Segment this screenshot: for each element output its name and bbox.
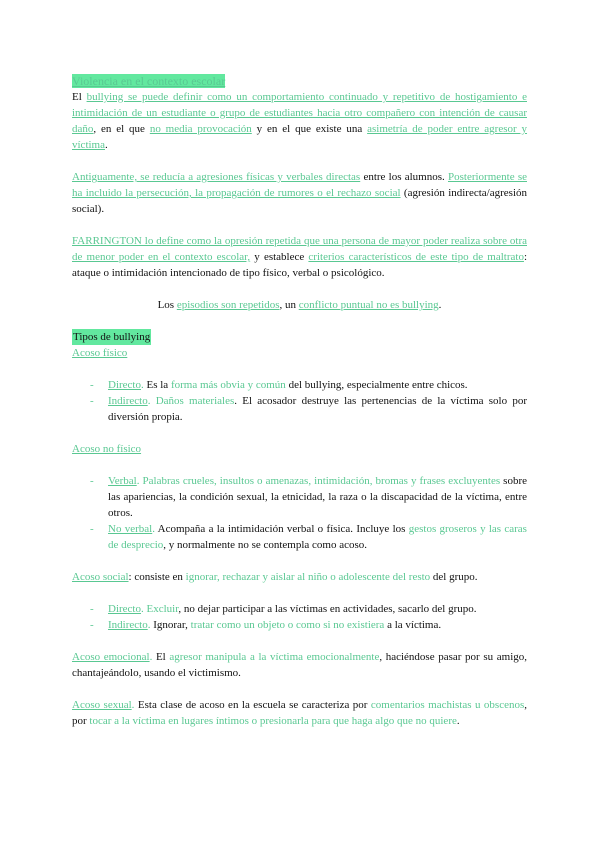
indirect-aggression-highlight: Posteriormente se ha incluido la persecución, la propagación de rumores o el rechazo social <box>72 171 527 199</box>
no-fisico-list <box>72 473 527 553</box>
social-list <box>72 601 527 633</box>
punctual-conflict-highlight: conflicto puntual no es bullying <box>298 299 439 311</box>
list-item-social-indirecto: - Indirecto. Ignorar, tratar como un objeto o como si no existiera a la víctima. <box>72 617 527 633</box>
list-item-verbal: - Verbal. Palabras crueles, insultos o amenazas, intimidación, bromas y frases excluyentes sobre las apariencias, la condición sexual, la etnicidad, la raza o la discapacidad de la víctima, entre otros. <box>72 473 527 521</box>
list-item-social-directo: - Directo. Excluir, no dejar participar a las víctimas en actividades, sacarlo del grupo. <box>72 601 527 617</box>
fisico-heading-line <box>72 345 527 361</box>
no-provocation-highlight: no media provocación <box>149 123 252 135</box>
title-text: Violencia en el contexto escolar <box>72 74 226 88</box>
paragraph-sexual: Acoso sexual. Esta clase de acoso en la escuela se caracteriza por comentarios machistas u obscenos, por tocar a la víctima en lugares íntimos o presionarla para que haga algo que no quiere. <box>72 699 527 727</box>
list-item-no-verbal: - No verbal. Acompaña a la intimidación verbal o física. Incluye los gestos groseros y las caras de desprecio, y normalmente no se contempla como acoso. <box>72 521 527 553</box>
farrington-definition: FARRINGTON lo define como la opresión repetida que una persona de mayor poder realiza sobre otra de menor poder en el contexto escolar, <box>72 235 527 263</box>
repeated-episodes-highlight: episodios son repetidos <box>176 299 280 311</box>
section-tipos <box>72 329 527 345</box>
no-fisico-heading-line <box>72 441 527 457</box>
paragraph-social: Acoso social: consiste en ignorar, rechazar y aislar al niño o adolescente del resto del grupo. <box>72 571 478 583</box>
power-asymmetry-highlight: asimetría de poder entre agresor y víctima <box>72 123 528 151</box>
document-body <box>72 73 527 729</box>
paragraph-episodes: Los episodios son repetidos, un conflicto puntual no es bullying. <box>157 299 442 311</box>
social-heading: Acoso social <box>72 571 129 583</box>
emocional-heading: Acoso emocional <box>72 651 150 663</box>
no-fisico-heading: Acoso no físico <box>72 443 142 455</box>
definition-highlight: bullying se puede definir como un comportamiento continuado y repetitivo de hostigamiento e intimidación de un estudiante o grupo de estudiantes hacia otro compañero con intención de causar daño <box>72 91 527 135</box>
fisico-heading: Acoso físico <box>72 347 128 359</box>
paragraph-emocional: Acoso emocional. El agresor manipula a la víctima emocionalmente, haciéndose pasar por su amigo, chantajeándolo, usando el victimismo. <box>72 651 528 679</box>
tipos-heading: Tipos de bullying <box>73 331 151 343</box>
sexual-heading: Acoso sexual <box>72 699 132 711</box>
paragraph-history: Antiguamente, se reducía a agresiones físicas y verbales directas entre los alumnos. Posteriormente se ha incluido la persecución, la propagación de rumores o el rechazo social (agresión indirecta/agresión social). <box>72 171 527 215</box>
direct-aggression-highlight: Antiguamente, se reducía a agresiones físicas y verbales directas <box>72 171 361 183</box>
paragraph-farrington: FARRINGTON lo define como la opresión repetida que una persona de mayor poder realiza sobre otra de menor poder en el contexto escolar, y establece criterios característicos de este tipo de maltrato: ataque o intimidación intencionado de tipo físico, verbal o psicológico. <box>72 235 528 279</box>
paragraph-definition: El bullying se puede definir como un comportamiento continuado y repetitivo de hostigamiento e intimidación de un estudiante o grupo de estudiantes hacia otro compañero con intención de causar daño, en el que no media provocación y en el que existe una asimetría de poder entre agresor y víctima. <box>72 91 528 151</box>
list-item-fisico-directo: - Directo. Es la forma más obvia y común del bullying, especialmente entre chicos. <box>72 377 527 393</box>
criteria-highlight: criterios característicos de este tipo de maltrato <box>308 251 524 263</box>
fisico-list <box>72 377 527 425</box>
document-title <box>72 73 527 89</box>
list-item-fisico-indirecto: - Indirecto. Daños materiales. El acosador destruye las pertenencias de la víctima solo por diversión propia. <box>72 393 527 425</box>
